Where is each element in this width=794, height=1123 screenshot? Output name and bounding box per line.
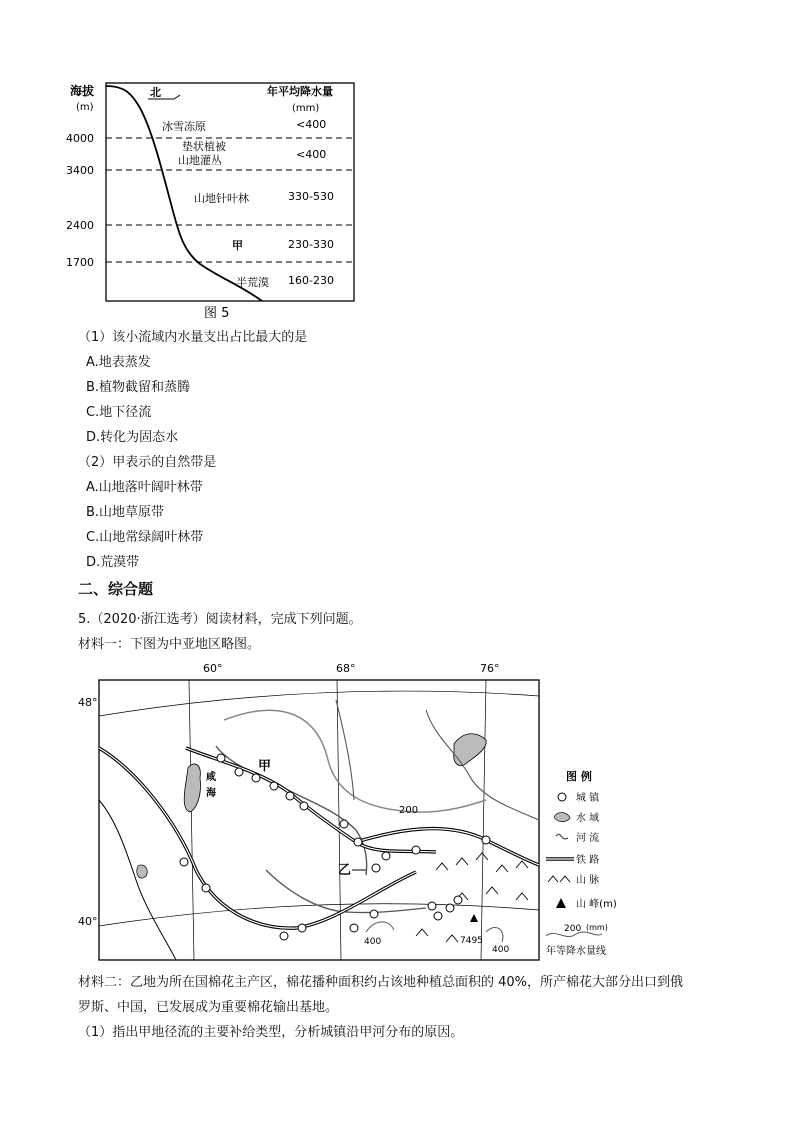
- town: [286, 792, 294, 800]
- question-2-stem: （2）甲表示的自然带是: [78, 455, 217, 470]
- zone-label: 垫状植被: [182, 140, 226, 153]
- elevation-tick: 4000: [66, 132, 94, 145]
- elevation-tick: 2400: [66, 219, 94, 232]
- peak-icon: [470, 914, 478, 922]
- isohyet-400-label: 400: [364, 937, 382, 947]
- town: [428, 902, 436, 910]
- legend-item: 山 脉: [576, 875, 600, 886]
- isohyet-400-east: [486, 927, 503, 942]
- small-lake: [137, 865, 148, 878]
- lat-label: 40°: [78, 915, 98, 928]
- town: [217, 754, 225, 762]
- zone-label-jia: 甲: [232, 239, 243, 252]
- town: [280, 932, 288, 940]
- material-1: 材料一：下图为中亚地区略图。: [78, 637, 261, 652]
- town: [202, 884, 210, 892]
- section-title: 二、综合题: [78, 580, 154, 598]
- precip-title: 年平均降水量: [267, 85, 333, 98]
- balkhash-lake: [454, 734, 487, 766]
- legend-isohyet-unit: (mm): [586, 923, 608, 932]
- elevation-tick: 1700: [66, 256, 94, 269]
- zone-label: 山地针叶林: [194, 192, 249, 205]
- town: [412, 846, 420, 854]
- town: [180, 858, 188, 866]
- zone-label: 半荒漠: [236, 276, 269, 289]
- precip-value: <400: [296, 118, 327, 131]
- material-2-line-1: 材料二：乙地为所在国棉花主产区，棉花播种面积约占该地种植总面积的 40%，所产棉花大部分出口到俄: [78, 975, 684, 990]
- lat-label: 48°: [78, 696, 98, 709]
- figure-5: [66, 80, 370, 321]
- legend-item: 河 流: [576, 833, 600, 844]
- peak-value: 7495: [460, 936, 483, 946]
- question-1-option-c[interactable]: C.地下径流: [86, 405, 152, 420]
- precip-value: 230-330: [288, 238, 334, 251]
- water-icon: [554, 813, 570, 822]
- town: [434, 912, 442, 920]
- town: [252, 774, 260, 782]
- town: [370, 910, 378, 918]
- latitude-48: [99, 691, 539, 716]
- zone-label: 冰雪冻原: [162, 120, 206, 133]
- question-1-option-d[interactable]: D.转化为固态水: [86, 430, 179, 445]
- question-1-option-b[interactable]: B.植物截留和蒸腾: [86, 380, 191, 395]
- legend-item: 水 域: [576, 813, 600, 824]
- question-2-option-c[interactable]: C.山地常绿阔叶林带: [86, 530, 204, 545]
- precip-value: 160-230: [288, 274, 334, 287]
- question-5-stem: 5.（2020·浙江选考）阅读材料，完成下列问题。: [78, 612, 362, 627]
- map-content: [99, 680, 539, 960]
- precip-unit: (mm): [292, 103, 320, 114]
- railway-inner: [186, 748, 436, 852]
- town: [298, 924, 306, 932]
- town: [350, 924, 358, 932]
- isohyet-400: [366, 922, 394, 932]
- map-legend: [546, 769, 617, 957]
- lon-label: 68°: [336, 662, 356, 675]
- longitude-76: [481, 680, 486, 960]
- towns: [180, 754, 490, 940]
- legend-item: 城 镇: [576, 793, 600, 804]
- mountain-symbols: [416, 853, 528, 942]
- town: [270, 782, 278, 790]
- legend-title: 图 例: [566, 770, 592, 783]
- town: [372, 864, 380, 872]
- legend-isohyet-label: 年等降水量线: [546, 946, 606, 957]
- aral-sea: [184, 764, 200, 812]
- place-jia: 甲: [258, 759, 272, 774]
- town: [340, 820, 348, 828]
- question-1-option-a[interactable]: A.地表蒸发: [86, 355, 151, 370]
- elevation-tick: 3400: [66, 164, 94, 177]
- town: [300, 802, 308, 810]
- peak-legend-icon: [556, 898, 566, 908]
- legend-item: 山 峰(m): [576, 899, 617, 910]
- precip-value: <400: [296, 148, 327, 161]
- town: [354, 838, 362, 846]
- question-5-sub-1: （1）指出甲地径流的主要补给类型，分析城镇沿甲河分布的原因。: [78, 1025, 464, 1040]
- question-2-option-a[interactable]: A.山地落叶阔叶林带: [86, 480, 203, 495]
- north-label: 北: [150, 86, 161, 99]
- town: [235, 768, 243, 776]
- y-axis-unit: (m): [76, 102, 94, 113]
- material-2-line-2: 罗斯、中国，已发展成为重要棉花输出基地。: [78, 1000, 339, 1015]
- town: [482, 836, 490, 844]
- precip-value: 330-530: [288, 190, 334, 203]
- lon-label: 60°: [203, 662, 223, 675]
- mountain-icon: [548, 876, 570, 882]
- isohyet-400-label: 400: [492, 945, 510, 955]
- y-axis-title: 海拔: [70, 84, 95, 98]
- isohyet-200-label: 200: [399, 805, 419, 816]
- town: [454, 896, 462, 904]
- town: [382, 852, 390, 860]
- sea-label: 咸: [206, 772, 216, 783]
- figure-5-diagram: [66, 80, 370, 321]
- question-1-stem: （1）该小流域内水量支出占比最大的是: [78, 330, 308, 345]
- legend-isohyet-value: 200: [564, 924, 582, 934]
- legend-item: 铁 路: [576, 855, 600, 866]
- river-icon: [556, 834, 568, 839]
- question-2-option-b[interactable]: B.山地草原带: [86, 505, 165, 520]
- lon-label: 76°: [480, 662, 500, 675]
- railway: [186, 748, 436, 852]
- place-yi: 乙: [338, 863, 352, 878]
- map-svg: [76, 660, 636, 966]
- coastline: [99, 800, 176, 960]
- town-icon: [558, 793, 566, 801]
- central-asia-map: [76, 660, 636, 966]
- question-2-option-d[interactable]: D.荒漠带: [86, 555, 140, 570]
- longitude-60: [189, 680, 194, 960]
- town: [446, 904, 454, 912]
- zone-label: 山地灌丛: [178, 154, 222, 167]
- river-east: [426, 710, 539, 820]
- figure-caption: 图 5: [204, 306, 230, 321]
- sea-label: 海: [206, 788, 216, 799]
- longitude-68: [337, 680, 341, 960]
